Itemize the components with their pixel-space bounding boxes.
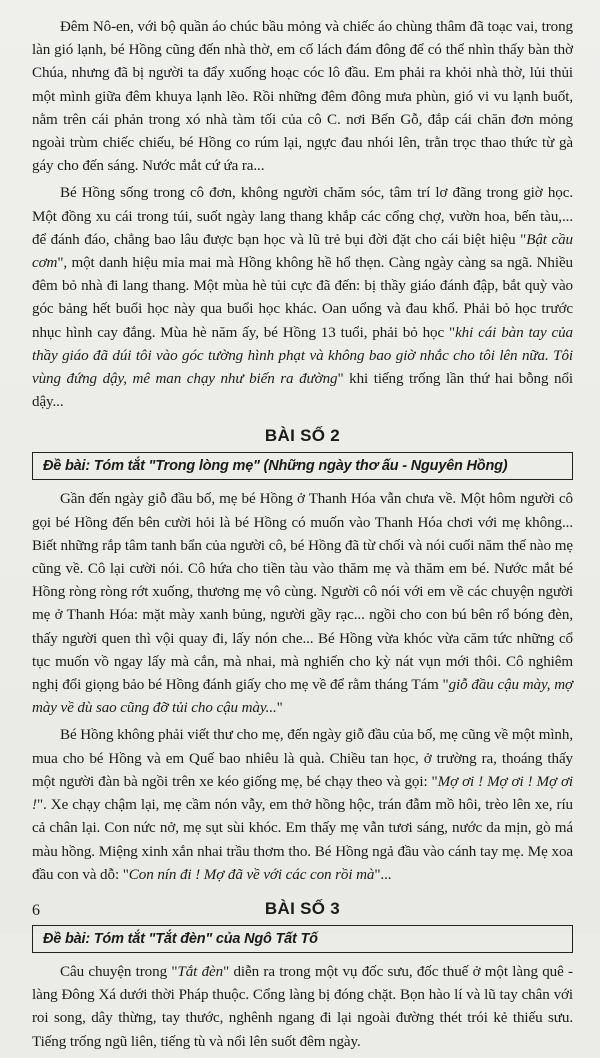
italic-quote: khi cái bàn tay của thầy giáo đã dúi tôi vào góc tường hình phạt và không bao giờ nhắc cho tôi lên nữa. Tôi vùng đứng dậy, mê man chạy như biến ra đường (32, 324, 573, 388)
text-run: " khi tiếng trống lần thứ hai bỗng nổi dậy... (32, 371, 573, 411)
paragraph (32, 16, 573, 178)
italic-quote: Con nín đi ! Mợ đã về với các con rồi mà (128, 866, 375, 883)
text-run: ", một danh hiệu mỉa mai mà Hồng không hề hổ thẹn. Càng ngày càng sa ngã. Nhiều đêm bỏ nhà đi lang thang. Một mùa hè tủi cực đã đến: bị thầy giáo đánh đập, bắt quỳ vào góc bảng hết buổi học này qua buổi học khác. Oan uổng và đau khổ. Phải bỏ học trước nhục hình cay đắng. Mùa hè năm ấy, bé Hồng 13 tuổi, phải bỏ học " (32, 255, 573, 341)
page-content (32, 16, 573, 1058)
lesson-heading: BÀI SỐ 2 (264, 426, 341, 446)
topic-box: Đề bài: Tóm tắt "Trong lòng mẹ" (Những ngày thơ ấu - Nguyên Hồng) (32, 452, 573, 480)
page-number: 6 (32, 902, 40, 919)
text-run: " (276, 700, 283, 717)
paragraph (32, 961, 573, 1054)
text-run: "... (374, 866, 392, 883)
lesson-heading: BÀI SỐ 3 (264, 898, 341, 918)
text-run: " diễn ra trong một vụ đốc sưu, đốc thuế ở một làng quê - làng Đông Xá dưới thời Pháp thuộc. Cổng làng bị đóng chặt. Bọn hào lí và lũ tay chân với roi song, dây thừng, tay thước, nghênh ngang đi lại ngoài đường thét trói kẻ thiếu sưu. Tiếng trống ngũ liên, tiếng tù và nổi lên suốt đêm ngày. (32, 963, 573, 1050)
italic-quote: Mợ ơi ! Mợ ơi ! Mợ ơi ! (32, 773, 574, 814)
italic-quote: Bật cầu cơm (32, 231, 573, 272)
italic-quote: giỗ đầu cậu mày, mợ mày về dù sao cũng đỡ tủi cho cậu mày... (32, 677, 573, 717)
paragraph (32, 488, 573, 720)
topic-box: Đề bài: Tóm tắt "Tắt đèn" của Ngô Tất Tố (32, 925, 573, 953)
text-run: Bé Hồng không phải viết thư cho mẹ, đến ngày giỗ đầu của bố, mẹ cũng về một mình, mua cho bé Hồng và em Quế bao nhiêu là quà. Chiều tan học, ở trường ra, thoáng thấy một người đàn bà ngồi trên xe kéo giống mẹ, bé chạy theo và gọi: " (32, 727, 573, 790)
italic-quote: Tắt đèn (177, 963, 224, 980)
paragraph (32, 724, 573, 886)
paragraph (32, 182, 573, 414)
text-run: Câu chuyện trong " (60, 963, 178, 980)
text-run: ". Xe chạy chậm lại, mẹ cầm nón vẫy, em thở hồng hộc, trán đẫm mồ hôi, trèo lên xe, ríu cả chân lại. Con nức nở, mẹ sụt sùi khóc. Em thấy mẹ vẫn tươi sáng, nước da mịn, gò má màu hồng. Miệng xinh xắn nhai trầu thơm tho. Bé Hồng ngả đầu vào cánh tay mẹ. Mẹ xoa đầu con và dỗ: " (32, 797, 573, 883)
text-run: Bé Hồng sống trong cô đơn, không người chăm sóc, tâm trí lơ đãng trong giờ học. Một đồng xu cái trong túi, suốt ngày lang thang khắp các cổng chợ, vườn hoa, bến tàu,... để đánh đáo, chẳng bao lâu được bạn học và lũ trẻ bụi đời đặt cho cái biệt hiệu " (32, 185, 573, 248)
text-run: Gần đến ngày giỗ đầu bố, mẹ bé Hồng ở Thanh Hóa vẫn chưa về. Một hôm người cô gọi bé Hồng đến bên cười hỏi là bé Hồng có muốn vào Thanh Hóa chơi với mẹ không... Biết những rắp tâm tanh bẩn của người cô, bé Hồng đã từ chối và nói cuối năm thế nào mẹ cũng về. Cô lại cười nói. Cô hứa cho tiền tàu vào thăm mẹ và thăm em bé. Nước mắt bé Hồng ròng ròng rớt xuống, thương mẹ vô cùng. Người cô nói với em về các chuyện người mẹ ở Thanh Hóa: mặt mày xanh bủng, người gầy rạc... ngồi cho con bú bên rổ bóng đèn, thấy người quen thì vội quay đi, lấy nón che... Bé Hồng vừa khóc vừa căm tức những cổ tục muốn vồ ngay lấy mà cắn, mà nhai, mà nghiến cho kỳ nát vụn mới thôi. Cô nghiêm nghị đổi giọng bảo bé Hồng đánh giấy cho mẹ về để rằm tháng Tám " (32, 491, 573, 694)
text-run: Đêm Nô-en, với bộ quần áo chúc bầu mỏng và chiếc áo chùng thâm đã toạc vai, trong làn gió lạnh, bé Hồng cũng đến nhà thờ, em cố lách đám đông để có thể nhìn thấy bàn thờ Chúa, nhưng đã bị người ta đẩy xuống hoạc cóc lô đầu. Em phải ra khỏi nhà thờ, lủi thủi một mình giữa đêm khuya lạnh lẽo. Rồi những đêm đông mưa phùn, gió vi vu lạnh buốt, nằm trên cái phản trong xó nhà tàm tối của cô C. nơi Bến Gỗ, đắp cái chăn đơn mỏng ngoài trùm chiếc chiếu, bé Hồng co rúm lại, ngực đau nhói lên, trằn trọc thao thức từ gà gáy cho đến sáng. Nước mắt cứ ứa ra... (32, 19, 573, 175)
